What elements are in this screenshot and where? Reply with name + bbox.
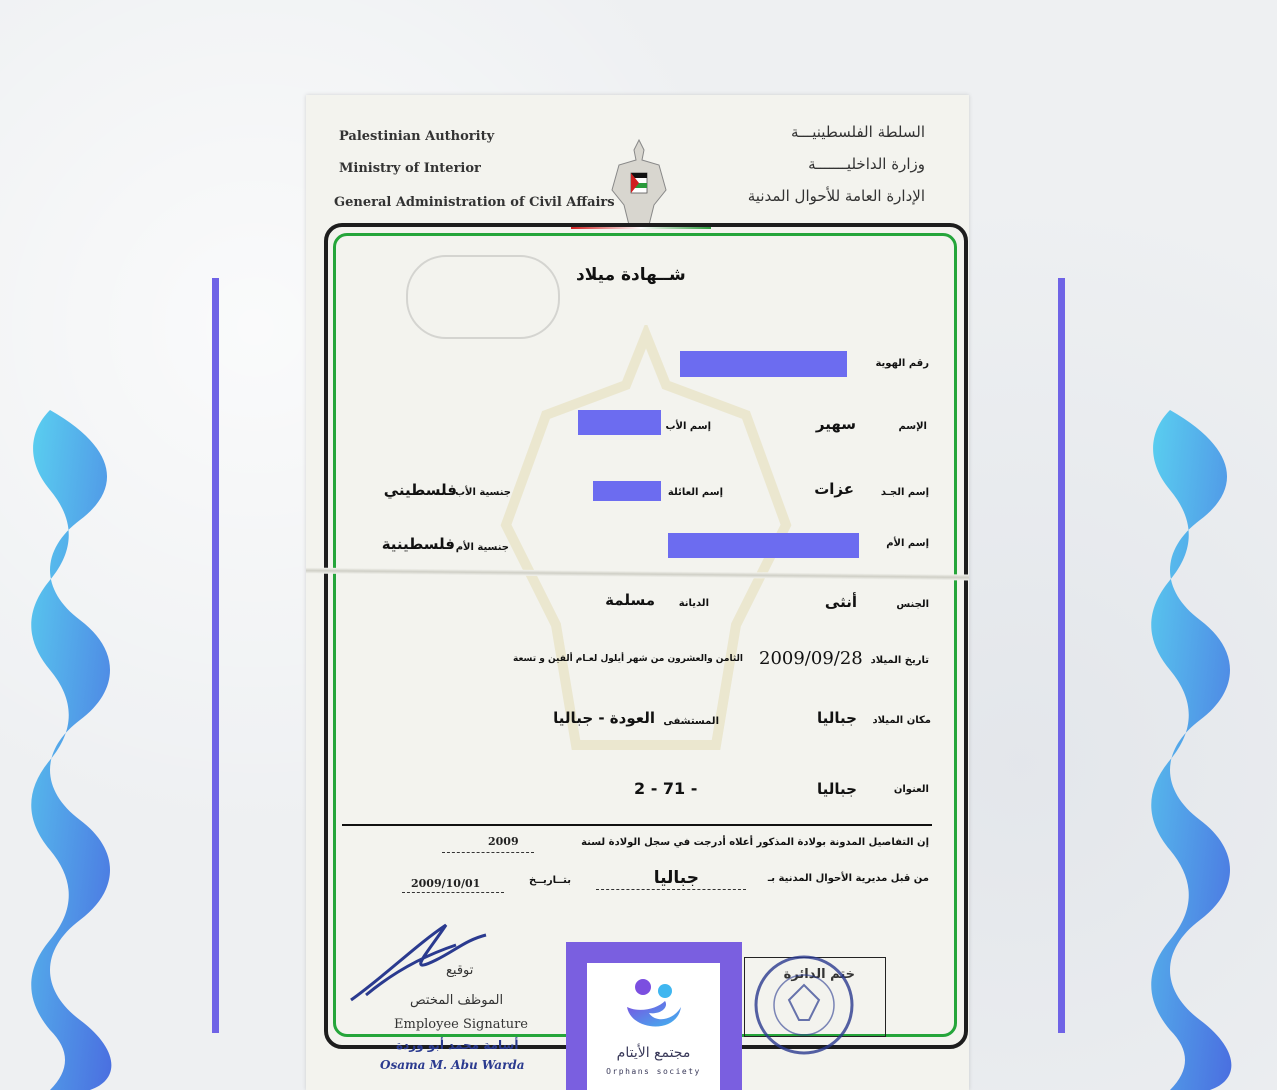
header-en-line1: Palestinian Authority xyxy=(339,129,495,144)
signature-en-role: Employee Signature xyxy=(394,1017,528,1032)
signature-ar-role: الموظف المختص xyxy=(410,993,504,1008)
footer-city: جباليا xyxy=(653,868,699,888)
id-redaction xyxy=(680,351,847,377)
grandfather-label: إسم الجـد xyxy=(880,487,929,498)
family-label: إسم العائلة xyxy=(667,487,723,498)
orphans-society-logo-frame xyxy=(566,942,742,1090)
logo-arabic-name: مجتمع الأيتام xyxy=(616,1045,691,1061)
header-en-line3: General Administration of Civil Affairs xyxy=(334,195,615,210)
right-accent-line xyxy=(1058,278,1065,1033)
signature-name-en: Osama M. Abu Warda xyxy=(380,1058,525,1072)
header-ar-line1: السلطة الفلسطينيـــة xyxy=(791,123,925,141)
dob-in-words: الثامن والعشرون من شهر أيلول لعـام ألفين و تسعة xyxy=(513,654,743,664)
birth-certificate-document xyxy=(306,95,969,1090)
footer-date-label: بتــاريــخ xyxy=(529,875,571,886)
signature-name-ar: أسامة محمد أبو وردة xyxy=(396,1038,519,1052)
mother-nationality-label: جنسية الأم xyxy=(455,542,509,553)
footer-line2: من قبل مديرية الأحوال المدنية بـ xyxy=(767,873,929,884)
footer-city-line xyxy=(596,889,746,890)
name-label: الإسم xyxy=(898,421,927,432)
family-redaction xyxy=(593,481,661,501)
header-ar-line2: وزارة الداخليـــــــة xyxy=(808,155,925,173)
mother-redaction xyxy=(668,533,859,558)
orphans-society-logo-card xyxy=(587,963,720,1090)
left-wave-decoration xyxy=(30,410,130,1090)
name-value: سهير xyxy=(815,415,856,433)
pob-label: مكان الميلاد xyxy=(872,715,931,726)
signature-ar-label: توقيع xyxy=(446,963,474,978)
address-label: العنوان xyxy=(893,784,929,795)
address-number: 2 - 71 - xyxy=(634,779,698,798)
gender-value: أنثى xyxy=(824,593,857,611)
header-en-line2: Ministry of Interior xyxy=(339,161,481,176)
grandfather-value: عزات xyxy=(814,480,854,498)
footer-year: 2009 xyxy=(488,835,519,848)
orphans-society-logo-icon xyxy=(621,969,687,1039)
header-ar-line3: الإدارة العامة للأحوال المدنية xyxy=(747,187,925,205)
logo-english-name: Orphans society xyxy=(606,1067,701,1076)
religion-value: مسلمة xyxy=(605,591,655,609)
dob-label: تاريخ الميلاد xyxy=(870,655,929,666)
father-label: إسم الأب xyxy=(665,421,711,432)
footer-line1: إن التفاصيل المدونة بولادة المذكور أعلاه أدرجت في سجل الولادة لسنة xyxy=(581,837,929,848)
mother-nationality-value: فلسطينية xyxy=(381,535,455,553)
handwritten-note xyxy=(406,255,560,339)
eagle-emblem-icon xyxy=(604,135,674,230)
id-label: رقم الهوية xyxy=(875,358,929,369)
pob-value: جباليا xyxy=(817,709,857,727)
address-city: جباليا xyxy=(817,780,857,798)
footer-date: 2009/10/01 xyxy=(411,877,481,890)
left-accent-line xyxy=(212,278,219,1033)
father-nationality-label: جنسية الأب xyxy=(454,487,511,498)
signature-scribble-icon xyxy=(346,915,496,1005)
mother-label: إسم الأم xyxy=(886,538,929,549)
right-wave-decoration xyxy=(1150,410,1250,1090)
official-stamp-icon xyxy=(749,950,859,1060)
section-divider xyxy=(342,824,932,826)
hospital-value: العودة - جباليا xyxy=(553,709,655,727)
footer-date-line xyxy=(402,892,504,893)
stamp-label: ختم الدائرة xyxy=(783,967,855,982)
certificate-title: شــهادة ميلاد xyxy=(576,265,686,285)
father-nationality-value: فلسطيني xyxy=(383,481,457,499)
father-redaction xyxy=(578,410,661,435)
hospital-label: المستشفى xyxy=(663,716,719,727)
religion-label: الديانة xyxy=(678,598,709,609)
gender-label: الجنس xyxy=(896,599,929,610)
dob-value: 2009/09/28 xyxy=(759,648,863,669)
footer-year-line xyxy=(442,852,534,853)
